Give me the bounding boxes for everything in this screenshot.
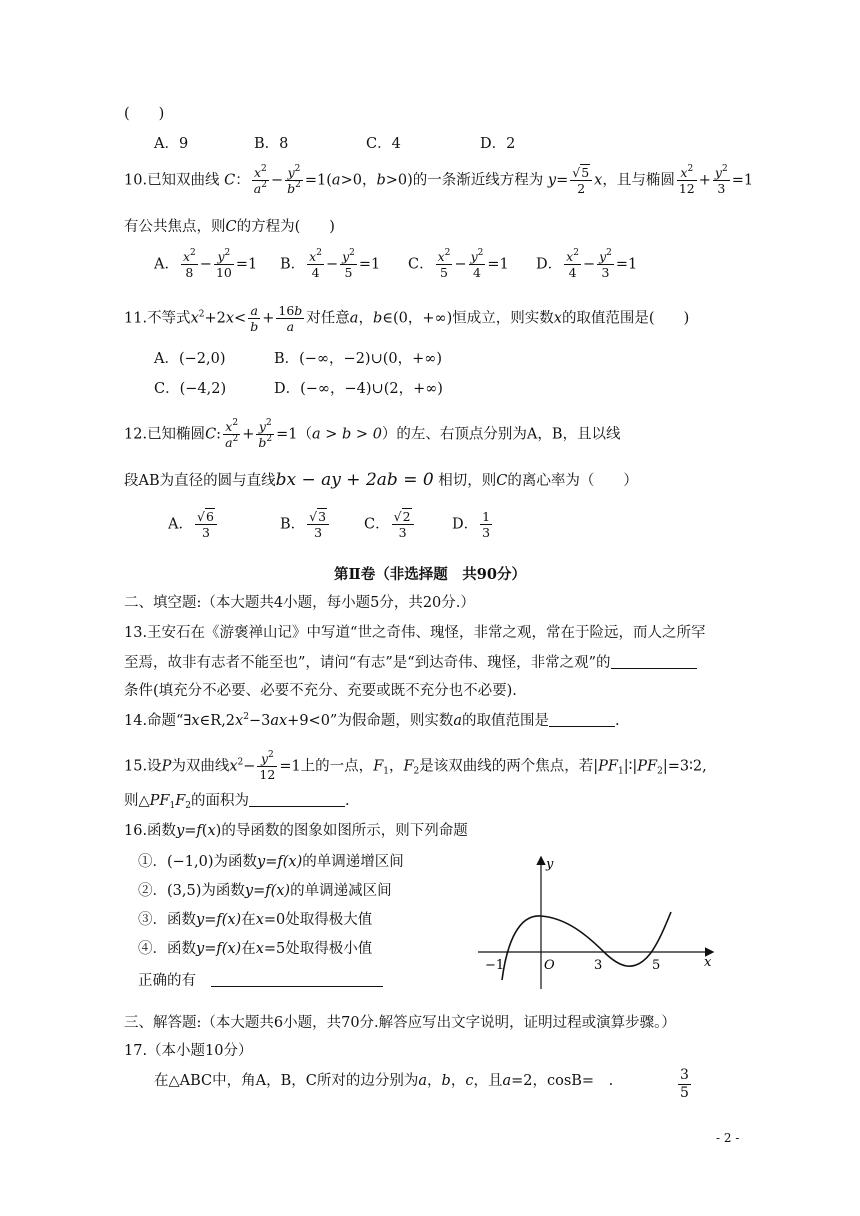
- q10-option-d[interactable]: D． $\frac{x^2}{4}$ − $\frac{y^2}{3}$ =1: [536, 248, 638, 281]
- q11-option-a[interactable]: A．(−2,0): [154, 351, 226, 367]
- q12-option-b[interactable]: B． $\frac{√3}{3}$: [280, 510, 331, 539]
- q9-paren: ( ): [124, 106, 165, 122]
- q14-answer-blank[interactable]: [549, 714, 615, 727]
- origin-label: O: [544, 958, 555, 973]
- q16-item-3: ③．函数y=f(x)在x=0处取得极大值: [138, 912, 373, 928]
- q11-option-d[interactable]: D．(−∞，−4)∪(2，+∞): [274, 381, 443, 397]
- q13-line3: 条件(填充分不必要、必要不充分、充要或既不充分也不必要).: [124, 683, 517, 699]
- q16-item-2: ②．(3,5)为函数y=f(x)的单调递减区间: [138, 883, 392, 899]
- q10-option-a[interactable]: A． $\frac{x^2}{8}$ − $\frac{y^2}{10}$ =1: [154, 248, 258, 281]
- q12-line2: 段AB为直径的圆与直线bx − ay + 2ab = 0 相切，则C的离心率为（ ）: [124, 470, 638, 490]
- q13-line1: 13.王安石在《游褒禅山记》中写道“世之奇伟、瑰怪，非常之观，常在于险远，而人之所罕: [124, 625, 706, 641]
- q12-line1: 12.已知椭圆C: $\frac{x^2}{a^2}$ + $\frac{y^2}{b^2}$ =1（a > b > 0）的左、右顶点分别为A，B，且以线: [124, 418, 621, 451]
- q16-line1: 16.函数y=f(x)的导函数的图象如图所示，则下列命题: [124, 823, 468, 839]
- q9-option-c[interactable]: C．4: [366, 136, 401, 152]
- q11-option-c[interactable]: C．(−4,2): [154, 381, 227, 397]
- q14-line: 14.命题“$\exists x\in R,2x^2-3ax+9<0$”为假命题，则实数a的取值范围是 .: [124, 712, 620, 729]
- q16-item-1: ①．(−1,0)为函数y=f(x)的单调递增区间: [138, 854, 404, 870]
- q9-option-d[interactable]: D．2: [480, 136, 516, 152]
- tick-minus1: −1: [485, 958, 505, 973]
- q15-answer-blank[interactable]: [249, 794, 345, 807]
- q10-line2: 有公共焦点，则C的方程为( ): [124, 219, 335, 235]
- q17-line1: 在△ABC中，角A，B，C所对的边分别为a，b，c，且a=2，cosB= .: [154, 1073, 614, 1089]
- q9-option-b[interactable]: B．8: [254, 136, 289, 152]
- q17-heading: 17.（本小题10分）: [124, 1043, 253, 1059]
- q10-line1: 10.已知双曲线 C： $\frac{x^2}{a^2}$ − $\frac{y^2}{b^2}$ =1(a>0，b>0)的一条渐近线方程为 y= $\frac{√5}{2}$ x，且与椭圆 $\frac{x^2}{12}$ + $\frac{y^2}{3}$ =1: [124, 164, 754, 197]
- tick-3: 3: [594, 958, 603, 973]
- derivative-graph: [474, 852, 720, 992]
- x-axis-label: x: [704, 955, 712, 970]
- q11-option-b[interactable]: B．(−∞，−2)∪(0，+∞): [274, 351, 442, 367]
- q12-option-a[interactable]: A． $\frac{√6}{3}$: [168, 510, 219, 539]
- q12-option-c[interactable]: C． $\frac{√2}{3}$: [364, 510, 416, 539]
- q16-answer-line: 正确的有: [138, 974, 383, 989]
- q10-option-b[interactable]: B． $\frac{x^2}{4}$ − $\frac{y^2}{5}$ =1: [280, 248, 381, 281]
- page-number: - 2 -: [716, 1131, 740, 1145]
- part3-heading: 三、解答题:（本大题共6小题，共70分.解答应写出文字说明，证明过程或演算步骤。）: [124, 1015, 676, 1031]
- q10-option-c[interactable]: C． $\frac{x^2}{5}$ − $\frac{y^2}{4}$ =1: [408, 248, 509, 281]
- q16-answer-blank[interactable]: [211, 974, 383, 987]
- q9-option-a[interactable]: A．9: [154, 136, 189, 152]
- q12-option-d[interactable]: D． $\frac{1}{3}$: [452, 509, 491, 541]
- q16-item-4: ④．函数y=f(x)在x=5处取得极小值: [138, 941, 373, 957]
- q15-line2: 则$\triangle PF_1F_2$的面积为 .: [124, 793, 350, 811]
- q13-line2: 至焉，故非有志者不能至也”，请问“有志”是“到达奇伟、瑰怪，非常之观”的: [124, 656, 697, 671]
- tick-5: 5: [652, 958, 661, 973]
- derivative-curve: [502, 912, 671, 980]
- y-axis-label: y: [546, 857, 554, 872]
- part2-heading: 二、填空题:（本大题共4小题，每小题5分，共20分.）: [124, 595, 475, 611]
- q17-fraction: $\frac{3}{5}$: [680, 1067, 689, 1101]
- q11-line1: 11.不等式$x^2+2x<$ $\frac{a}{b}$ + $\frac{16b}{a}$ 对任意a，b∈(0，+∞)恒成立，则实数x的取值范围是( ): [124, 303, 690, 335]
- section-title: 第Ⅱ卷（非选择题 共90分）: [334, 566, 526, 583]
- q13-answer-blank[interactable]: [611, 656, 697, 669]
- q15-line1: 15.设P为双曲线$x^2-$ $\frac{y^2}{12}$ =1上的一点，$F_1$，$F_2$是该双曲线的两个焦点，若$|PF_1|∶|PF_2|=3∶2$,: [124, 750, 707, 783]
